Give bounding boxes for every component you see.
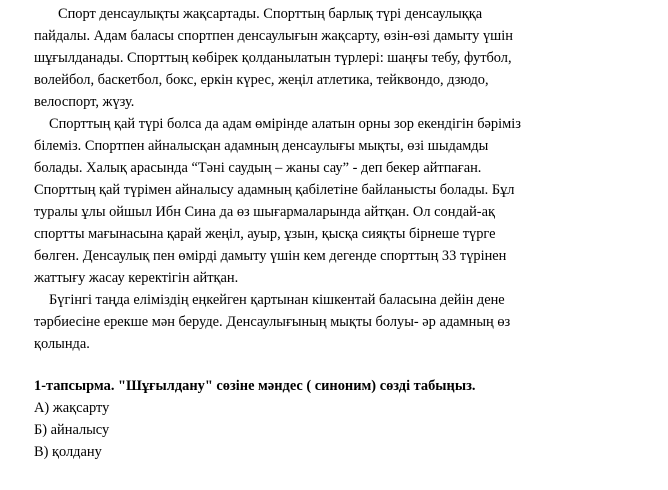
paragraph-3-line-3: қолында. xyxy=(34,336,90,352)
paragraph-1-line-1: Спорт денсаулықты жақсартады. Спорттың барлық түрі денсаулыққа xyxy=(58,6,483,22)
paragraph-3-line-1: Бүгінгі таңда еліміздің еңкейген қартынан кішкентай баласына дейін дене xyxy=(49,292,505,308)
paragraph-1-line-5: велоспорт, жүзу. xyxy=(34,94,135,110)
paragraph-2-line-7: бөлген. Денсаулық пен өмірді дамыту үшін кем дегенде спорттың 33 түрінен xyxy=(34,248,507,264)
task-option-c: В) қолдану xyxy=(34,444,102,460)
paragraph-2-line-3: болады. Халық арасында “Тәні саудың – жаны сау” - деп бекер айтпаған. xyxy=(34,160,482,176)
paragraph-1-line-3: шұғылданады. Спорттың көбірек қолданылатын түрлері: шаңғы тебу, футбол, xyxy=(34,50,512,66)
paragraph-2-line-8: жаттығу жасау керектігін айтқан. xyxy=(34,270,239,286)
paragraph-2-line-1: Спорттың қай түрі болса да адам өмірінде алатын орны зор екендігін бәріміз xyxy=(49,116,521,132)
paragraph-2-line-2: білеміз. Спортпен айналысқан адамның денсаулығы мықты, өзі шыдамды xyxy=(34,138,489,154)
task-option-b: Б) айналысу xyxy=(34,422,110,438)
paragraph-2-line-5: туралы ұлы ойшыл Ибн Сина да өз шығармаларында айтқан. Ол сондай-ақ xyxy=(34,204,495,220)
paragraph-2-line-6: спортты мағынасына қарай жеңіл, ауыр, ұзын, қысқа сияқты бірнеше түрге xyxy=(34,226,496,242)
paragraph-3-line-2: тәрбиесіне ерекше мән беруде. Денсаулығының мықты болуы- әр адамның өз xyxy=(34,314,511,330)
task-option-a: А) жақсарту xyxy=(34,400,110,416)
paragraph-1-line-4: волейбол, баскетбол, бокс, еркін күрес, жеңіл атлетика, тейквондо, дзюдо, xyxy=(34,72,489,88)
task-title: 1-тапсырма. "Шұғылдану" сөзіне мәндес ( синоним) сөзді табыңыз. xyxy=(34,378,476,394)
paragraph-1-line-2: пайдалы. Адам баласы спортпен денсаулығын жақсарту, өзін-өзі дамыту үшін xyxy=(34,28,513,44)
paragraph-2-line-4: Спорттың қай түрімен айналысу адамның қабілетіне байланысты болады. Бұл xyxy=(34,182,515,198)
